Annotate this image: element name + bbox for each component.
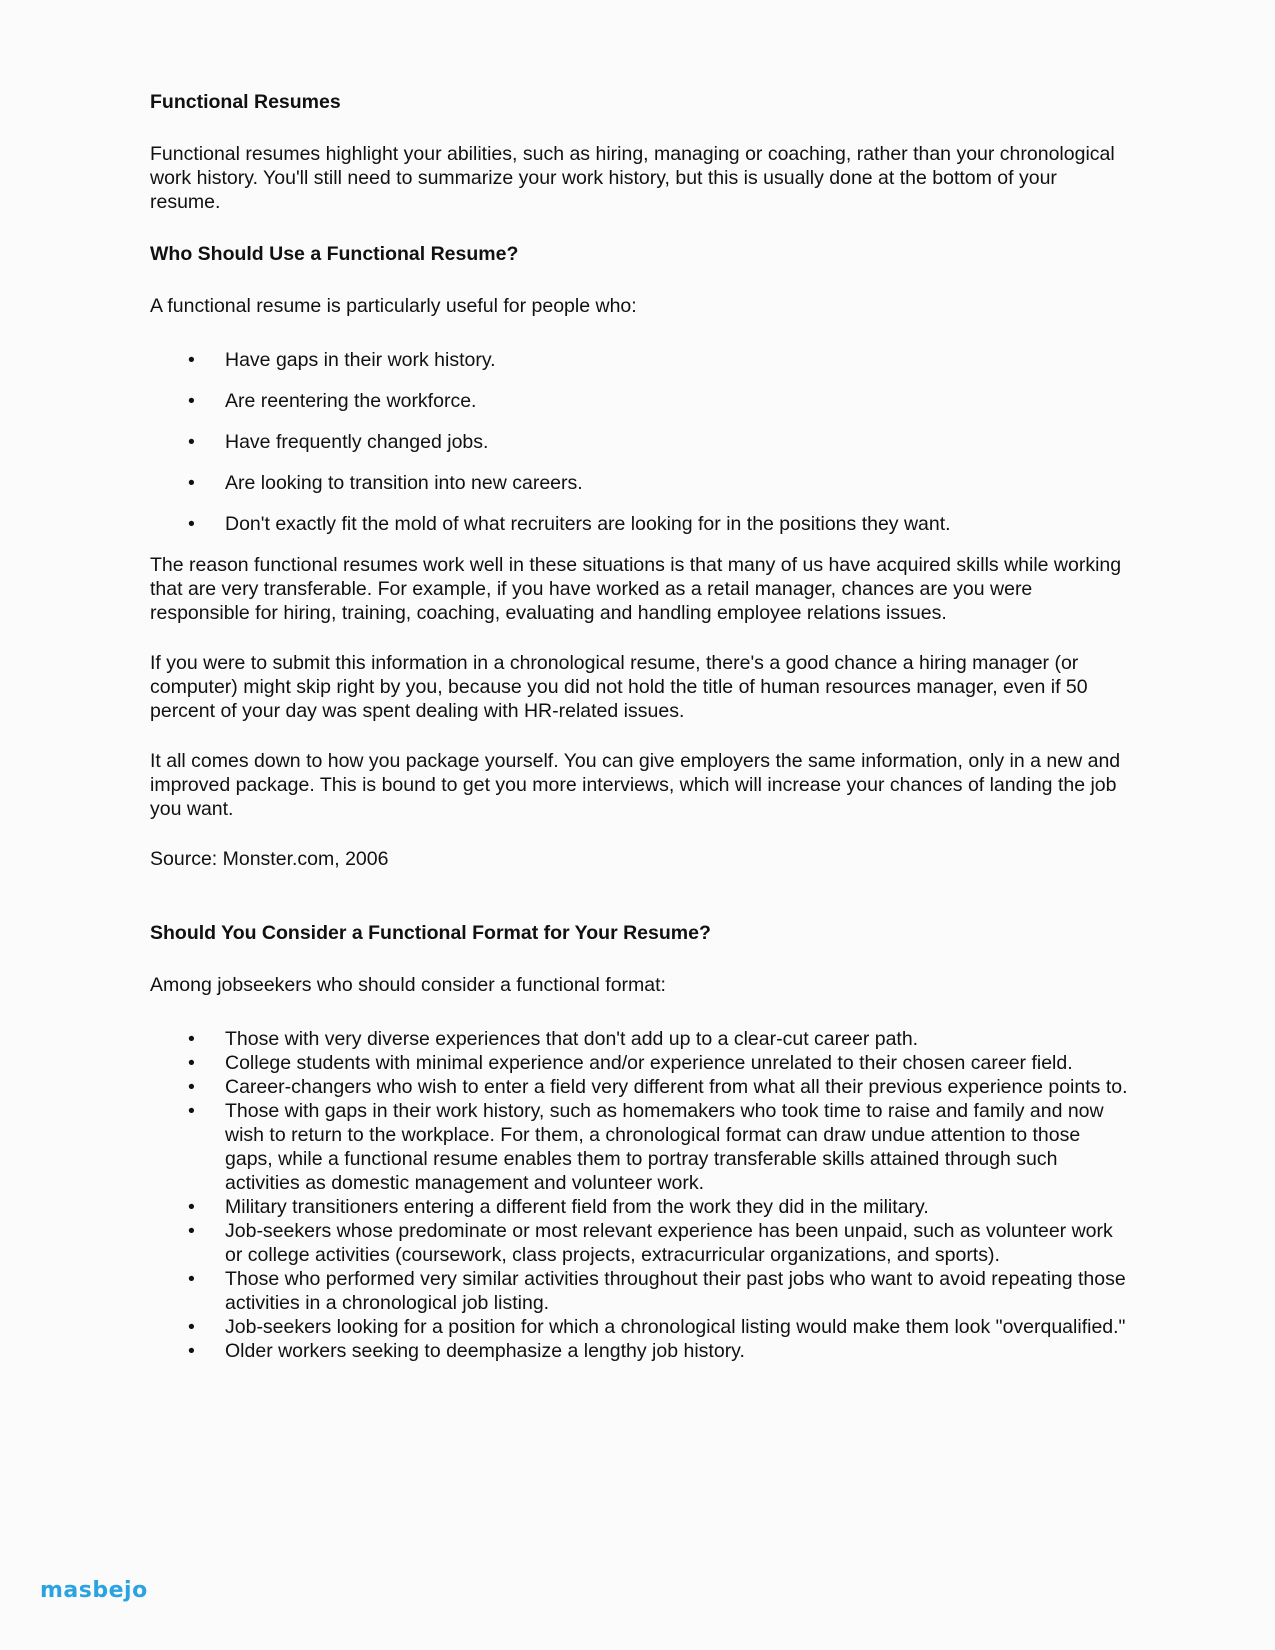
among-paragraph: Among jobseekers who should consider a functional format: xyxy=(150,974,666,996)
bullet-icon: • xyxy=(188,1076,195,1098)
intro-paragraph: Functional resumes highlight your abilities, such as hiring, managing or coaching, rather than your chronological work history. You'll still need to summarize your work history, but this is usually done at the bottom of your resume. xyxy=(150,143,1115,213)
bullet-icon: • xyxy=(188,390,195,412)
list-item: • Career-changers who wish to enter a field very different from what all their previous experience points to. xyxy=(188,1076,1128,1098)
heading-functional-resumes: Functional Resumes xyxy=(150,91,341,113)
list-item: • Military transitioners entering a different field from the work they did in the military. xyxy=(188,1196,929,1218)
bullet-icon: • xyxy=(188,1220,195,1242)
bullet-icon: • xyxy=(188,1268,195,1290)
bullet-icon: • xyxy=(188,1028,195,1050)
watermark-logo: masbejo xyxy=(40,1578,148,1603)
list-item: • Those who performed very similar activities throughout their past jobs who want to avoid repeating those activities in a chronological job listing. xyxy=(188,1268,1126,1314)
bullet-icon: • xyxy=(188,1316,195,1338)
list-item: • Job-seekers whose predominate or most relevant experience has been unpaid, such as volunteer work or college activities (coursework, class projects, extracurricular organizations, and sports). xyxy=(188,1220,1113,1266)
list-item: • Older workers seeking to deemphasize a lengthy job history. xyxy=(188,1340,745,1362)
heading-should-you-consider: Should You Consider a Functional Format for Your Resume? xyxy=(150,922,711,944)
list-item: • Have gaps in their work history. xyxy=(188,349,496,371)
list-item: • Job-seekers looking for a position for which a chronological listing would make them look "overqualified." xyxy=(188,1316,1126,1338)
reason-paragraph: The reason functional resumes work well in these situations is that many of us have acquired skills while working that are very transferable. For example, if you have worked as a retail manager, chances are you were responsible for hiring, training, coaching, evaluating and handling employee relations issues. xyxy=(150,554,1122,624)
list-item: • Those with gaps in their work history, such as homemakers who took time to raise and family and now wish to return to the workplace. For them, a chronological format can draw undue attention to those gaps, while a functional resume enables them to portray transferable skills attained through such activities as domestic management and volunteer work. xyxy=(188,1100,1104,1194)
document-page xyxy=(150,90,1130,1363)
bullet-icon: • xyxy=(188,431,195,453)
list-item: • Those with very diverse experiences that don't add up to a clear-cut career path. xyxy=(188,1028,919,1050)
bullet-icon: • xyxy=(188,1052,195,1074)
submit-paragraph: If you were to submit this information in a chronological resume, there's a good chance a hiring manager (or computer) might skip right by you, because you did not hold the title of human resources manager, even if 50 percent of your day was spent dealing with HR-related issues. xyxy=(150,652,1088,722)
heading-who-should-use: Who Should Use a Functional Resume? xyxy=(150,243,519,265)
bullet-icon: • xyxy=(188,1340,195,1362)
source-citation: Source: Monster.com, 2006 xyxy=(150,848,389,870)
list-item: • Don't exactly fit the mold of what recruiters are looking for in the positions they want. xyxy=(188,513,951,535)
lead-paragraph: A functional resume is particularly useful for people who: xyxy=(150,295,637,317)
package-paragraph: It all comes down to how you package yourself. You can give employers the same information, only in a new and improved package. This is bound to get you more interviews, which will increase your chances of landing the job you want. xyxy=(150,750,1121,820)
bullet-icon: • xyxy=(188,349,195,371)
list-item: • Are reentering the workforce. xyxy=(188,390,477,412)
who-bullet-list xyxy=(150,348,1130,536)
bullet-icon: • xyxy=(188,1196,195,1218)
bullet-icon: • xyxy=(188,472,195,494)
consider-bullet-list xyxy=(150,1027,1130,1363)
list-item: • College students with minimal experience and/or experience unrelated to their chosen career field. xyxy=(188,1052,1073,1074)
bullet-icon: • xyxy=(188,1100,195,1122)
list-item: • Are looking to transition into new careers. xyxy=(188,472,583,494)
bullet-icon: • xyxy=(188,513,195,535)
list-item: • Have frequently changed jobs. xyxy=(188,431,489,453)
